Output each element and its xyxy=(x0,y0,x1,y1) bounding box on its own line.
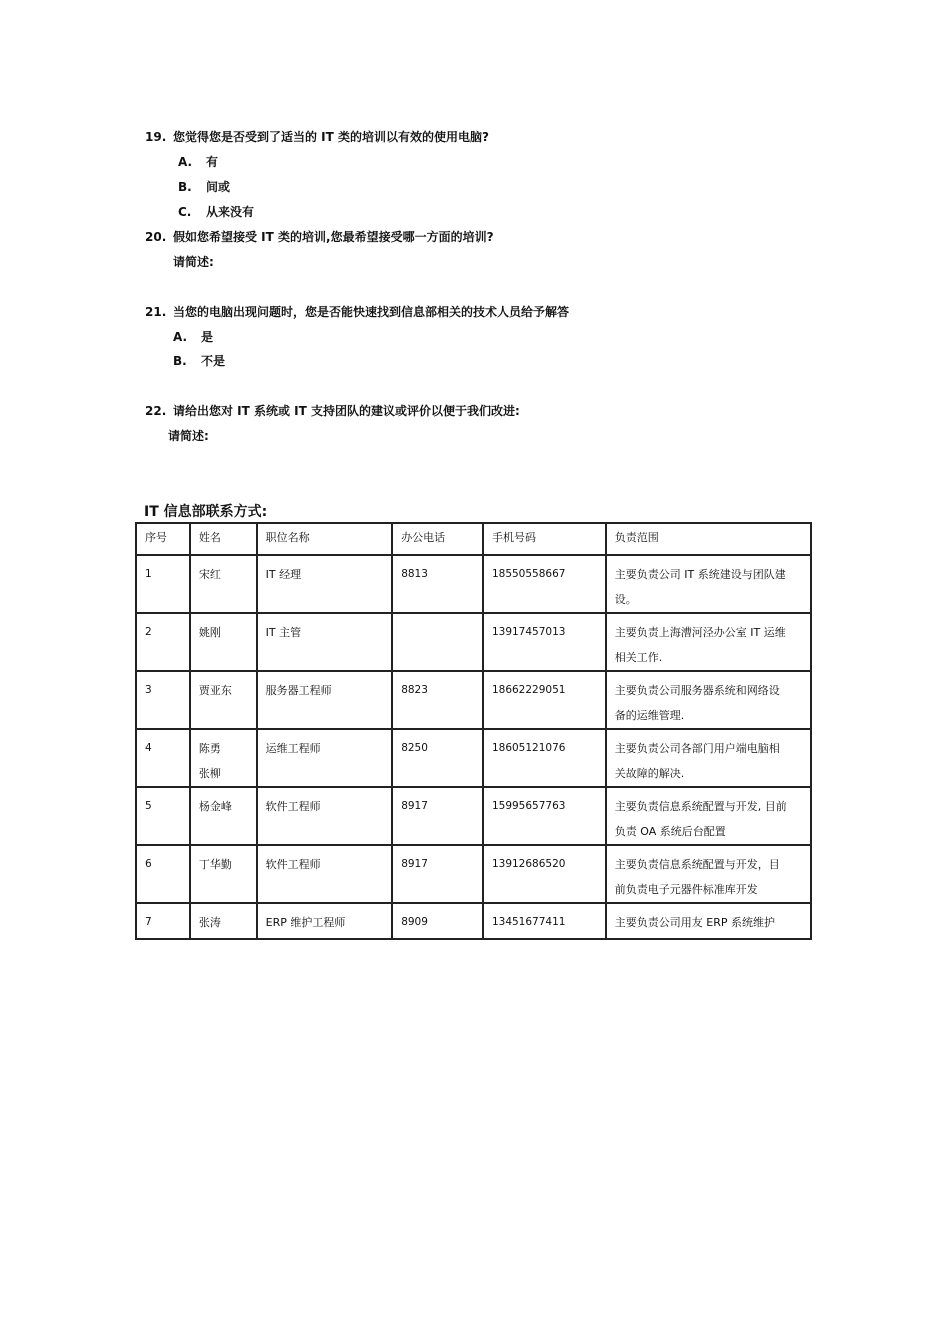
question-text: 当您的电脑出现问题时，您是否能快速找到信息部相关的技术人员给予解答 xyxy=(173,305,570,319)
q20-answer-prompt: 请简述: xyxy=(173,255,214,269)
table-header-row xyxy=(136,523,811,555)
option-letter: C. xyxy=(178,205,192,219)
cell-office-phone: 8813 xyxy=(392,555,483,613)
cell-title: ERP 维护工程师 xyxy=(257,903,393,939)
table-row xyxy=(136,671,811,729)
name-line: 杨金峰 xyxy=(198,800,232,813)
cell-scope xyxy=(606,613,811,671)
question-text: 您觉得您是否受到了适当的 IT 类的培训以有效的使用电脑? xyxy=(173,130,489,144)
cell-no: 7 xyxy=(136,903,190,939)
cell-office-phone: 8909 xyxy=(392,903,483,939)
table-row xyxy=(136,787,811,845)
cell-name xyxy=(190,787,257,845)
option-letter: B. xyxy=(178,180,192,194)
name-line: 张柳 xyxy=(198,767,221,780)
name-line: 姚刚 xyxy=(198,626,221,639)
scope-line: 备的运维管理. xyxy=(614,709,685,722)
cell-mobile: 13451677411 xyxy=(483,903,606,939)
cell-no: 4 xyxy=(136,729,190,787)
name-line: 陈勇 xyxy=(198,742,221,755)
scope-line: 设。 xyxy=(614,593,637,606)
option-text: 是 xyxy=(201,330,214,344)
name-line: 丁华勤 xyxy=(198,858,232,871)
cell-scope xyxy=(606,671,811,729)
scope-line: 主要负责公司服务器系统和网络设 xyxy=(614,684,780,697)
question-number: 19. xyxy=(145,130,167,144)
cell-name xyxy=(190,555,257,613)
question-text: 假如您希望接受 IT 类的培训,您最希望接受哪一方面的培训? xyxy=(173,230,494,244)
question-text: 请给出您对 IT 系统或 IT 支持团队的建议或评价以便于我们改进: xyxy=(173,404,520,418)
option-letter: B. xyxy=(173,354,187,368)
name-line: 宋红 xyxy=(198,568,221,581)
cell-no: 3 xyxy=(136,671,190,729)
header-name: 姓名 xyxy=(190,523,257,555)
cell-mobile: 18662229051 xyxy=(483,671,606,729)
question-21 xyxy=(145,303,569,320)
option-letter: A. xyxy=(173,330,188,344)
cell-scope xyxy=(606,845,811,903)
contacts-title: IT 信息部联系方式: xyxy=(144,504,268,520)
cell-scope xyxy=(606,787,811,845)
cell-mobile: 15995657763 xyxy=(483,787,606,845)
header-title: 职位名称 xyxy=(257,523,393,555)
cell-scope xyxy=(606,555,811,613)
question-number: 21. xyxy=(145,305,167,319)
q21-option-a xyxy=(173,328,213,345)
cell-title: IT 经理 xyxy=(257,555,393,613)
question-20 xyxy=(145,228,494,245)
name-line: 贾亚东 xyxy=(198,684,232,697)
cell-name xyxy=(190,845,257,903)
option-letter: A. xyxy=(178,155,193,169)
contacts-table xyxy=(135,522,812,940)
cell-mobile: 18550558667 xyxy=(483,555,606,613)
name-line: 张涛 xyxy=(198,916,221,929)
cell-office-phone: 8250 xyxy=(392,729,483,787)
cell-name xyxy=(190,903,257,939)
cell-scope xyxy=(606,903,811,939)
question-22 xyxy=(145,402,520,419)
cell-title: 运维工程师 xyxy=(257,729,393,787)
scope-line: 负责 OA 系统后台配置 xyxy=(614,825,726,838)
cell-mobile: 13912686520 xyxy=(483,845,606,903)
cell-name xyxy=(190,671,257,729)
table-row xyxy=(136,845,811,903)
cell-title: 服务器工程师 xyxy=(257,671,393,729)
cell-title: 软件工程师 xyxy=(257,845,393,903)
table-row xyxy=(136,613,811,671)
scope-line: 主要负责公司各部门用户端电脑相 xyxy=(614,742,780,755)
cell-office-phone: 8917 xyxy=(392,787,483,845)
table-row xyxy=(136,555,811,613)
cell-mobile: 13917457013 xyxy=(483,613,606,671)
cell-name xyxy=(190,613,257,671)
header-no: 序号 xyxy=(136,523,190,555)
question-number: 22. xyxy=(145,404,167,418)
cell-mobile: 18605121076 xyxy=(483,729,606,787)
header-mobile: 手机号码 xyxy=(483,523,606,555)
q19-option-b xyxy=(178,178,230,195)
cell-no: 1 xyxy=(136,555,190,613)
table-row xyxy=(136,729,811,787)
table-row xyxy=(136,903,811,939)
cell-no: 5 xyxy=(136,787,190,845)
q21-option-b xyxy=(173,352,225,369)
cell-office-phone xyxy=(392,613,483,671)
scope-line: 前负责电子元器件标准库开发 xyxy=(614,883,758,896)
header-scope: 负责范围 xyxy=(606,523,811,555)
header-office-phone: 办公电话 xyxy=(392,523,483,555)
scope-line: 主要负责公司用友 ERP 系统维护 xyxy=(614,916,776,929)
scope-line: 主要负责信息系统配置与开发, 目前 xyxy=(614,800,787,813)
option-text: 不是 xyxy=(201,354,226,368)
question-number: 20. xyxy=(145,230,167,244)
scope-line: 主要负责信息系统配置与开发，目 xyxy=(614,858,780,871)
cell-scope xyxy=(606,729,811,787)
option-text: 间或 xyxy=(206,180,231,194)
cell-no: 6 xyxy=(136,845,190,903)
cell-no: 2 xyxy=(136,613,190,671)
scope-line: 主要负责上海漕河泾办公室 IT 运维 xyxy=(614,626,786,639)
cell-office-phone: 8823 xyxy=(392,671,483,729)
question-19 xyxy=(145,128,489,145)
q19-option-a xyxy=(178,153,218,170)
q19-option-c xyxy=(178,203,254,220)
cell-title: 软件工程师 xyxy=(257,787,393,845)
q22-answer-prompt: 请简述: xyxy=(168,429,209,443)
cell-title: IT 主管 xyxy=(257,613,393,671)
scope-line: 相关工作. xyxy=(614,651,663,664)
scope-line: 关故障的解决. xyxy=(614,767,685,780)
option-text: 从来没有 xyxy=(206,205,255,219)
cell-name xyxy=(190,729,257,787)
scope-line: 主要负责公司 IT 系统建设与团队建 xyxy=(614,568,786,581)
option-text: 有 xyxy=(206,155,219,169)
cell-office-phone: 8917 xyxy=(392,845,483,903)
